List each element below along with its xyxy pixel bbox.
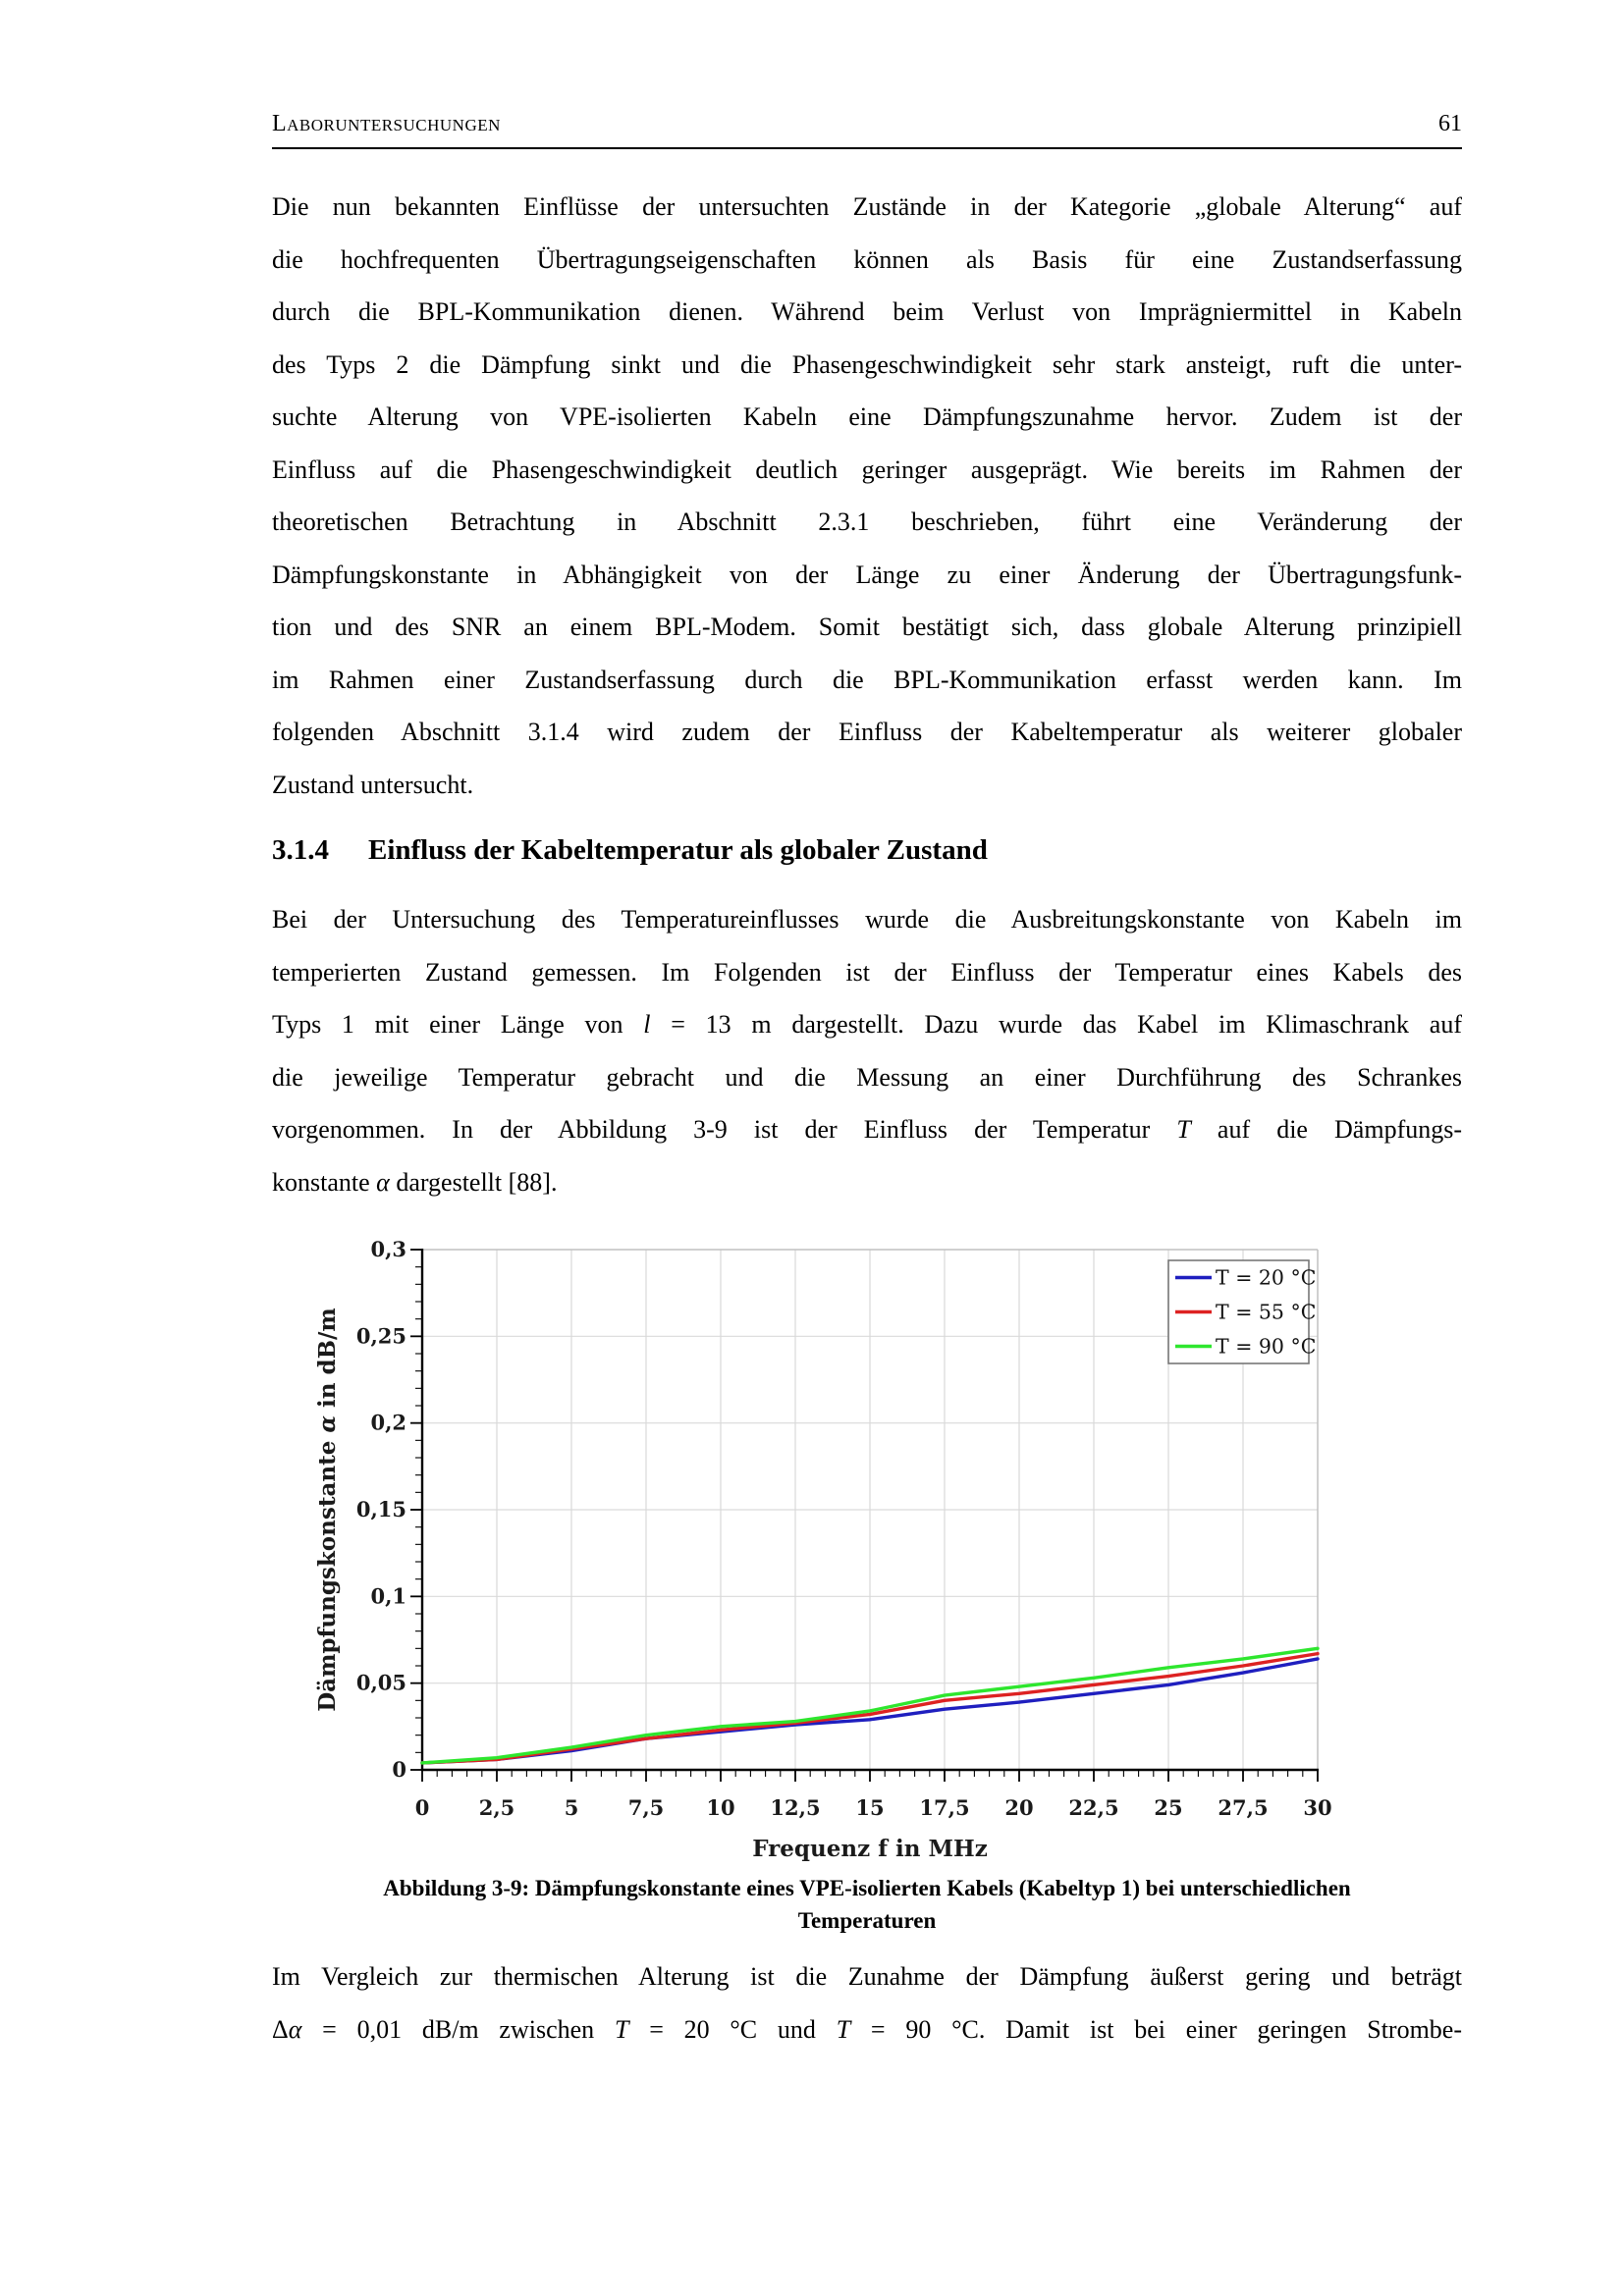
svg-text:5: 5 <box>564 1795 579 1820</box>
text-line: folgenden Abschnitt 3.1.4 wird zudem der Einfluss der Kabeltemperatur als weiterer globaler <box>272 718 1462 746</box>
legend-label: T = 90 °C <box>1216 1334 1317 1359</box>
y-axis-label: Dämpfungskonstante α in dB/m <box>314 1308 341 1712</box>
svg-text:12,5: 12,5 <box>770 1795 821 1820</box>
svg-text:10: 10 <box>706 1795 735 1820</box>
svg-text:0,25: 0,25 <box>355 1323 406 1349</box>
section-heading <box>272 832 1462 868</box>
text-line: durch die BPL-Kommunikation dienen. Während beim Verlust von Imprägniermittel in Kabeln <box>272 297 1462 326</box>
svg-text:22,5: 22,5 <box>1068 1795 1119 1820</box>
closing-paragraph <box>272 1950 1462 2056</box>
svg-text:15: 15 <box>855 1795 885 1820</box>
text-line: die jeweilige Temperatur gebracht und die Messung an einer Durchführung des Schrankes <box>272 1062 1462 1092</box>
figure-caption-line1: Abbildung 3-9: Dämpfungskonstante eines VPE-isolierten Kabels (Kabeltyp 1) bei unterschiedlichen <box>383 1876 1351 1900</box>
text-line: Δα = 0,01 dB/m zwischen T = 20 °C und T = 90 °C. Damit ist bei einer geringen Strombe- <box>272 2014 1462 2044</box>
legend-label: T = 20 °C <box>1216 1265 1317 1290</box>
figure-caption-line2: Temperaturen <box>797 1908 937 1933</box>
y-tick-labels <box>356 1237 406 1782</box>
text-line: Typs 1 mit einer Länge von l = 13 m dargestellt. Dazu wurde das Kabel im Klimaschrank auf <box>272 1010 1462 1039</box>
body-paragraph <box>272 893 1462 1208</box>
svg-text:0,05: 0,05 <box>355 1670 406 1695</box>
text-line: Einfluss auf die Phasengeschwindigkeit deutlich geringer ausgeprägt. Wie bereits im Rahmen der <box>272 454 1462 484</box>
svg-text:25: 25 <box>1154 1795 1183 1820</box>
text-line: temperierten Zustand gemessen. Im Folgenden ist der Einfluss der Temperatur eines Kabels des <box>272 957 1462 987</box>
svg-text:17,5: 17,5 <box>919 1795 970 1820</box>
svg-text:30: 30 <box>1303 1795 1332 1820</box>
text-line: Im Vergleich zur thermischen Alterung ist die Zunahme der Dämpfung äußerst gering und beträgt <box>272 1962 1462 1991</box>
y-axis-ticks <box>410 1250 422 1770</box>
text-line: konstante α dargestellt [88]. <box>272 1167 558 1197</box>
text-line: vorgenommen. In der Abbildung 3-9 ist der Einfluss der Temperatur T auf die Dämpfungs- <box>272 1115 1462 1144</box>
intro-paragraph <box>272 181 1462 811</box>
svg-text:0,15: 0,15 <box>355 1497 406 1522</box>
svg-text:0: 0 <box>414 1795 430 1820</box>
section-title: Einfluss der Kabeltemperatur als globaler Zustand <box>368 834 988 866</box>
text-line: Bei der Untersuchung des Temperatureinflusses wurde die Ausbreitungskonstante von Kabeln im <box>272 905 1462 934</box>
figure-caption <box>272 1872 1462 1937</box>
text-line: im Rahmen einer Zustandserfassung durch die BPL-Kommunikation erfasst werden kann. Im <box>272 665 1462 694</box>
legend-label: T = 55 °C <box>1216 1300 1317 1324</box>
svg-text:0,2: 0,2 <box>370 1410 406 1435</box>
x-axis-label: Frequenz f in MHz <box>752 1836 988 1862</box>
section-number: 3.1.4 <box>272 834 329 866</box>
text-line: Zustand untersucht. <box>272 770 474 799</box>
svg-text:0,3: 0,3 <box>370 1237 406 1261</box>
x-tick-labels <box>415 1795 1332 1820</box>
x-axis-ticks <box>422 1770 1318 1782</box>
text-line: Die nun bekannten Einflüsse der untersuchten Zustände in der Kategorie „globale Alterung“ auf <box>272 192 1462 221</box>
svg-text:20: 20 <box>1004 1795 1034 1820</box>
content-column <box>272 0 1462 2056</box>
figure-3-9 <box>272 1234 1462 1937</box>
page-header <box>272 110 1462 137</box>
svg-text:2,5: 2,5 <box>478 1795 515 1820</box>
page-number: 61 <box>1438 111 1462 136</box>
attenuation-chart <box>272 1234 1462 1870</box>
text-line: suchte Alterung von VPE-isolierten Kabeln eine Dämpfungszunahme hervor. Zudem ist der <box>272 402 1462 431</box>
text-line: Dämpfungskonstante in Abhängigkeit von der Länge zu einer Änderung der Übertragungsfunk- <box>272 560 1462 589</box>
text-line: tion und des SNR an einem BPL-Modem. Somit bestätigt sich, dass globale Alterung prinzipiell <box>272 613 1462 641</box>
legend <box>1168 1260 1316 1363</box>
svg-text:0: 0 <box>392 1757 406 1782</box>
svg-text:0,1: 0,1 <box>370 1583 406 1609</box>
header-rule <box>272 147 1462 149</box>
svg-text:7,5: 7,5 <box>627 1795 665 1820</box>
svg-text:27,5: 27,5 <box>1218 1795 1269 1820</box>
text-line: die hochfrequenten Übertragungseigenschaften können als Basis für eine Zustandserfassung <box>272 244 1462 274</box>
text-line: des Typs 2 die Dämpfung sinkt und die Phasengeschwindigkeit sehr stark ansteigt, ruft die unter- <box>272 349 1462 379</box>
text-line: theoretischen Betrachtung in Abschnitt 2.3.1 beschrieben, führt eine Veränderung der <box>272 507 1462 536</box>
running-title: Laboruntersuchungen <box>272 111 501 136</box>
